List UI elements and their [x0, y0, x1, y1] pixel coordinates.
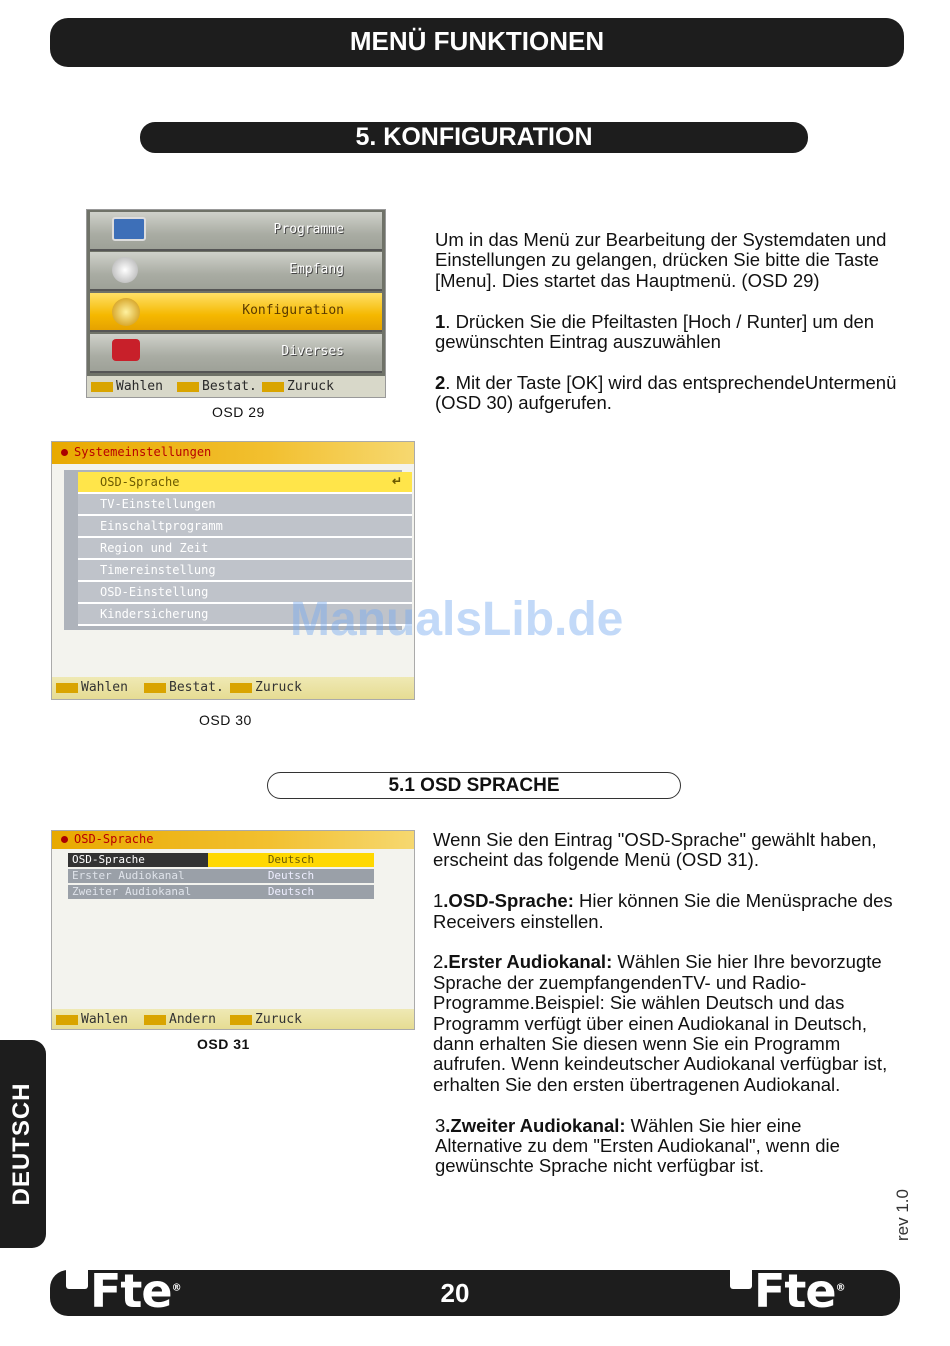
section-title: 5. KONFIGURATION [140, 122, 808, 153]
left-right-keys-icon [144, 1015, 166, 1025]
detail-paragraph-1: Wenn Sie den Eintrag "OSD-Sprache" gewählt haben, erscheint das folgende Menü (OSD 31). [433, 829, 877, 871]
brand-logo-right: Fte® [730, 1264, 845, 1318]
osd30-system-settings [51, 441, 415, 700]
intro-paragraph-3: 2. Mit der Taste [OK] wird das entsprechendeUntermenü (OSD 30) aufgerufen. [435, 371, 897, 414]
subsection-title: 5.1 OSD SPRACHE [267, 772, 681, 799]
satellite-dish-icon [112, 257, 138, 283]
toolbox-icon [112, 339, 140, 361]
tv-icon [112, 217, 146, 241]
detail-paragraph-4: 3.Zweiter Audiokanal: Wählen Sie hier eine Alternative zu dem "Ersten Audiokanal", wenn die gewünschte Sprache nicht verfügbar ist. [435, 1114, 840, 1177]
osd30-item-timer: Timereinstellung [78, 560, 412, 582]
intro-paragraph-1: Um in das Menü zur Bearbeitung der Systemdaten und Einstellungen zu gelangen, drücken Sie bitte die Taste [Menu]. Dies startet das Hauptmenü. (OSD 29) [435, 229, 887, 291]
bullet-icon [61, 836, 68, 843]
osd31-row-zweiter-audio: Zweiter Audiokanal Deutsch [68, 885, 374, 899]
language-tab-label: DEUTSCH [8, 1082, 35, 1206]
osd29-item-diverses: Diverses [90, 334, 382, 373]
osd30-item-osd-einstellung: OSD-Einstellung [78, 582, 412, 604]
intro-paragraph-2: 1. Drücken Sie die Pfeiltasten [Hoch / Runter] um den gewünschten Eintrag auszuwählen [435, 310, 875, 353]
ok-key-icon [144, 683, 166, 693]
osd30-item-region: Region und Zeit [78, 538, 412, 560]
intro-text [435, 230, 905, 434]
osd30-item-kinder: Kindersicherung [78, 604, 412, 626]
enter-icon: ↵ [391, 474, 402, 488]
osd30-caption: OSD 30 [199, 712, 252, 728]
page-header: MENÜ FUNKTIONEN [50, 18, 904, 67]
ok-key-icon [177, 382, 199, 392]
osd29-caption: OSD 29 [212, 404, 265, 420]
arrow-keys-icon [91, 382, 113, 392]
menu-key-icon [262, 382, 284, 392]
osd29-item-programme: Programme [90, 212, 382, 251]
osd31-row-erster-audio: Erster Audiokanal Deutsch [68, 869, 374, 883]
osd29-main-menu [86, 209, 386, 398]
page-number: 20 [440, 1278, 470, 1308]
osd31-footer: Wahlen Andern Zuruck [52, 1009, 414, 1029]
brand-logo-left: Fte® [66, 1264, 181, 1318]
menu-key-icon [230, 1015, 252, 1025]
bullet-icon [61, 449, 68, 456]
watermark: ManualsLib.de [290, 593, 624, 646]
osd31-caption: OSD 31 [197, 1036, 250, 1052]
osd31-header: OSD-Sprache [52, 831, 414, 849]
osd29-item-empfang: Empfang [90, 252, 382, 291]
osd31-language-menu [51, 830, 415, 1030]
arrow-keys-icon [56, 1015, 78, 1025]
osd29-footer: Wahlen Bestat. Zuruck [87, 376, 385, 397]
detail-paragraph-3: 2.Erster Audiokanal: Wählen Sie hier Ihre bevorzugte Sprache der zuempfangendenTV- und Radio-Programme.Beispiel: Sie wählen Deutsch und das Programm verfügt über einen Audiokanal in Deutsch, dann erhalten Sie diesen wenn Sie ein Programm aufrufen. Wenn keindeutscher Audiokanal verfügbar ist, erhalten Sie den ersten übertragenen Audiokanal. [433, 951, 888, 1095]
menu-key-icon [230, 683, 252, 693]
osd30-item-tv: TV-Einstellungen [78, 494, 412, 516]
gear-icon [112, 298, 140, 326]
revision-label: rev 1.0 [893, 1189, 912, 1241]
osd30-header: Systemeinstellungen [52, 442, 414, 464]
osd29-item-konfiguration: Konfiguration [90, 293, 382, 332]
osd30-item-einschalt: Einschaltprogramm [78, 516, 412, 538]
detail-paragraph-2: 1.OSD-Sprache: Hier können Sie die Menüsprache des Receivers einstellen. [433, 890, 893, 932]
osd31-row-osd-sprache: OSD-Sprache Deutsch [68, 853, 374, 867]
arrow-keys-icon [56, 683, 78, 693]
detail-text [433, 830, 908, 1197]
osd30-footer: Wahlen Bestat. Zuruck [52, 677, 414, 699]
osd30-item-osd-sprache: OSD-Sprache ↵ [78, 472, 412, 494]
